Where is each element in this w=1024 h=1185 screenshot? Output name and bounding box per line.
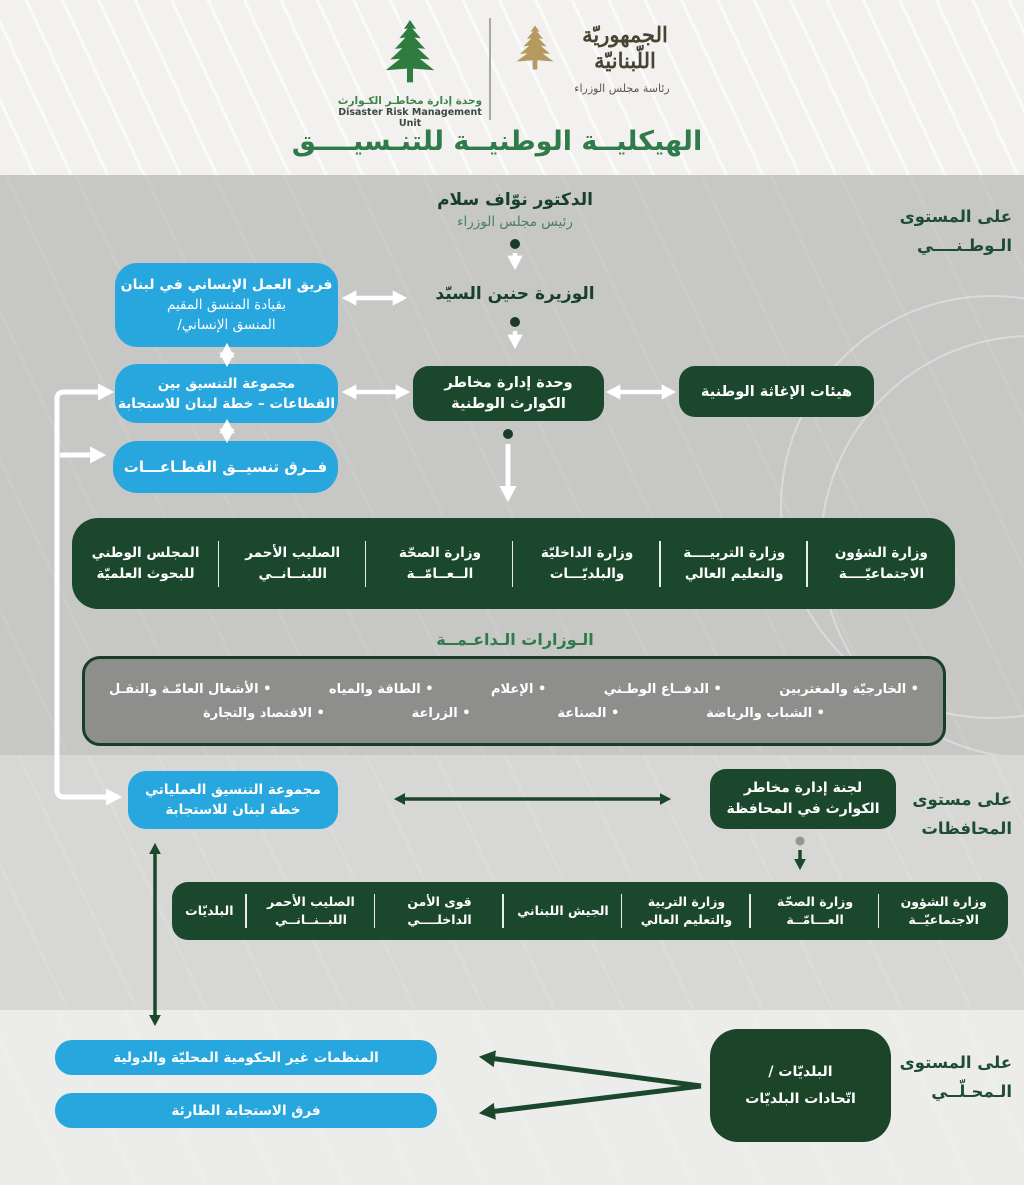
operational-coordination-group-box: مجموعة التنسيق العملياتي خطة لبنان للاستجابة	[128, 771, 338, 829]
gov-entity-isf: قوى الأمن الداخلــــي	[375, 882, 504, 940]
drmu-name-arabic: وحدة إدارة مخاطـر الكـوارث	[337, 95, 483, 107]
national-core-entities-bar	[72, 518, 955, 609]
cedar-tree-icon	[372, 18, 448, 92]
logo-divider	[489, 18, 491, 120]
minister-name: الوزيرة حنين السيّد	[435, 284, 595, 304]
republic-calligraphy	[578, 22, 672, 74]
national-level-label: على المستوى الـوطـنــــي	[899, 207, 1012, 255]
entity-red-cross: الصليب الأحمر اللبنــانــي	[219, 518, 366, 609]
supporting-ministries-row2: • الشباب والرياضة • الصناعة • الزراعة • الاقتصاد والتجارة	[203, 705, 825, 721]
prime-minister	[395, 190, 635, 230]
governorate-level-label: على مستوى المحافظات	[912, 790, 1012, 838]
gov-entity-lebanese-army: الجيش اللبناني	[504, 882, 622, 940]
emergency-response-teams-box: فرق الاستجابة الطارئة	[55, 1093, 437, 1128]
governorate-entities-bar	[172, 882, 1008, 940]
gov-entity-education: وزارة التربية والتعليم العالي	[622, 882, 751, 940]
presidency-logo	[504, 22, 672, 95]
entity-cnrs: المجلس الوطني للبحوث العلميّة	[72, 518, 219, 609]
page-title: الهيكليــة الوطنيــة للتنـسيــــق	[291, 126, 703, 157]
local-level-label: على المستوى الـمحـلّــي	[899, 1053, 1012, 1101]
entity-ministry-education: وزارة التربيــــة والتعليم العالي	[661, 518, 808, 609]
drmu-logo	[330, 18, 490, 129]
gov-entity-health: وزارة الصحّة العـــامّــة	[751, 882, 880, 940]
sector-coordination-teams-box: فــرق تنسيــق القطـاعـــات	[113, 441, 338, 493]
supporting-ministries-box	[82, 656, 946, 746]
national-relief-commissions-box: هيئات الإغاثة الوطنية	[679, 366, 874, 417]
governorate-drm-committee-box: لجنة إدارة مخاطر الكوارث في المحافظة	[710, 769, 896, 829]
municipalities-unions-box: البلديّات / اتّحادات البلديّات	[710, 1029, 891, 1142]
calligraphy-line1: الجمهوريّة	[582, 22, 668, 47]
minister	[395, 284, 635, 304]
humanitarian-country-team-box: فريق العمل الإنساني في لبنان بقيادة المنسق المقيم المنسق الإنساني/	[115, 263, 338, 347]
national-drm-unit-box: وحدة إدارة مخاطر الكوارث الوطنية	[413, 366, 604, 421]
entity-ministry-health: وزارة الصحّة الــعــامّــة	[366, 518, 513, 609]
supporting-ministries-row1: • الخارجيّة والمغتربين • الدفــاع الوطـني • الإعلام • الطاقة والمياه • الأشغال العامّـة والنقـل	[109, 681, 919, 697]
supporting-ministries-title: الـوزارات الـداعـمــة	[436, 630, 594, 649]
ngos-box: المنظمات غير الحكومية المحليّة والدولية	[55, 1040, 437, 1075]
gold-cedar-icon	[506, 22, 564, 80]
presidency-subtitle: رئاسة مجلس الوزراء	[574, 82, 670, 95]
drmu-name-english: Disaster Risk Management Unit	[338, 107, 482, 129]
gov-entity-municipalities: البلديّات	[172, 882, 247, 940]
inter-sector-coordination-box: مجموعة التنسيق بين القطاعات – خطة لبنان للاستجابة	[115, 364, 338, 423]
gov-entity-red-cross: الصليب الأحمر اللبــنــانــي	[247, 882, 376, 940]
gov-entity-social-affairs: وزارة الشؤون الاجتماعيّــة	[900, 894, 987, 927]
pm-title: رئيس مجلس الوزراء	[457, 214, 573, 230]
pm-name: الدكتور نوّاف سلام	[437, 190, 593, 210]
entity-ministry-interior: وزارة الداخليّة والبلديّـــات	[513, 518, 660, 609]
entity-ministry-social-affairs: وزارة الشؤون الاجتماعيّــــة	[834, 544, 928, 582]
calligraphy-line2: اللّبنانيّة	[594, 48, 656, 73]
